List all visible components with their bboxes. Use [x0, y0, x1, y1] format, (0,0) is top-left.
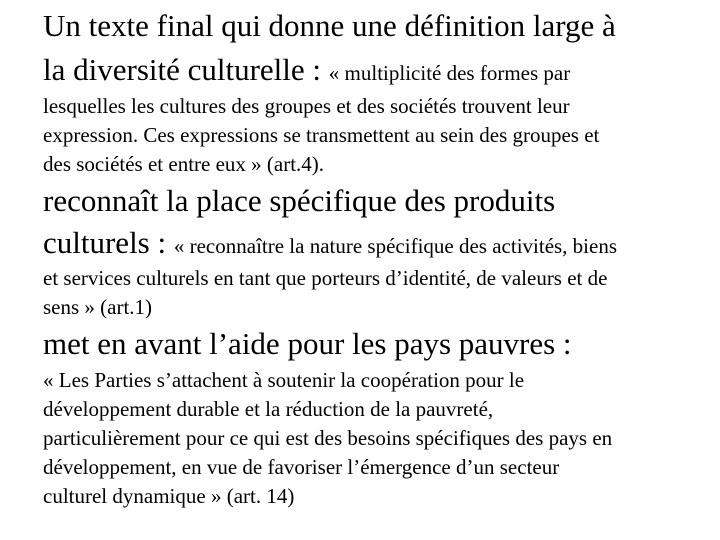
block1-quote-start: « multiplicité des formes par [328, 61, 571, 85]
block3-body-line3: particulièrement pour ce qui est des besoins spécifiques des pays en [43, 426, 613, 450]
block2-heading-line2 [43, 225, 617, 261]
block3-heading: met en avant l’aide pour les pays pauvres : [43, 326, 572, 361]
block1-body-line3: des sociétés et entre eux » (art.4). [43, 152, 325, 176]
block2-heading-line1: reconnaît la place spécifique des produits [43, 183, 556, 218]
block3-body-line2: développement durable et la réduction de la pauvreté, [43, 397, 494, 421]
block1-heading-line1: Un texte final qui donne une définition large à [43, 8, 616, 43]
block2-quote-start: « reconnaître la nature spécifique des activités, biens [173, 234, 618, 258]
block2-heading-part2: culturels : [43, 225, 174, 260]
block1-body-line2: expression. Ces expressions se transmettent au sein des groupes et [43, 123, 600, 147]
block1-body-line1: lesquelles les cultures des groupes et des sociétés trouvent leur [43, 94, 570, 118]
block3-body-line4: développement, en vue de favoriser l’émergence d’un secteur [43, 455, 560, 479]
block3-body-line5: culturel dynamique » (art. 14) [43, 484, 295, 508]
block1-heading-part2: la diversité culturelle : [43, 52, 329, 87]
block2-body-line2: sens » (art.1) [43, 295, 153, 319]
block3-body-line1: « Les Parties s’attachent à soutenir la coopération pour le [43, 368, 525, 392]
block2-body-line1: et services culturels en tant que porteurs d’identité, de valeurs et de [43, 266, 608, 290]
block1-heading-line2 [43, 52, 570, 88]
